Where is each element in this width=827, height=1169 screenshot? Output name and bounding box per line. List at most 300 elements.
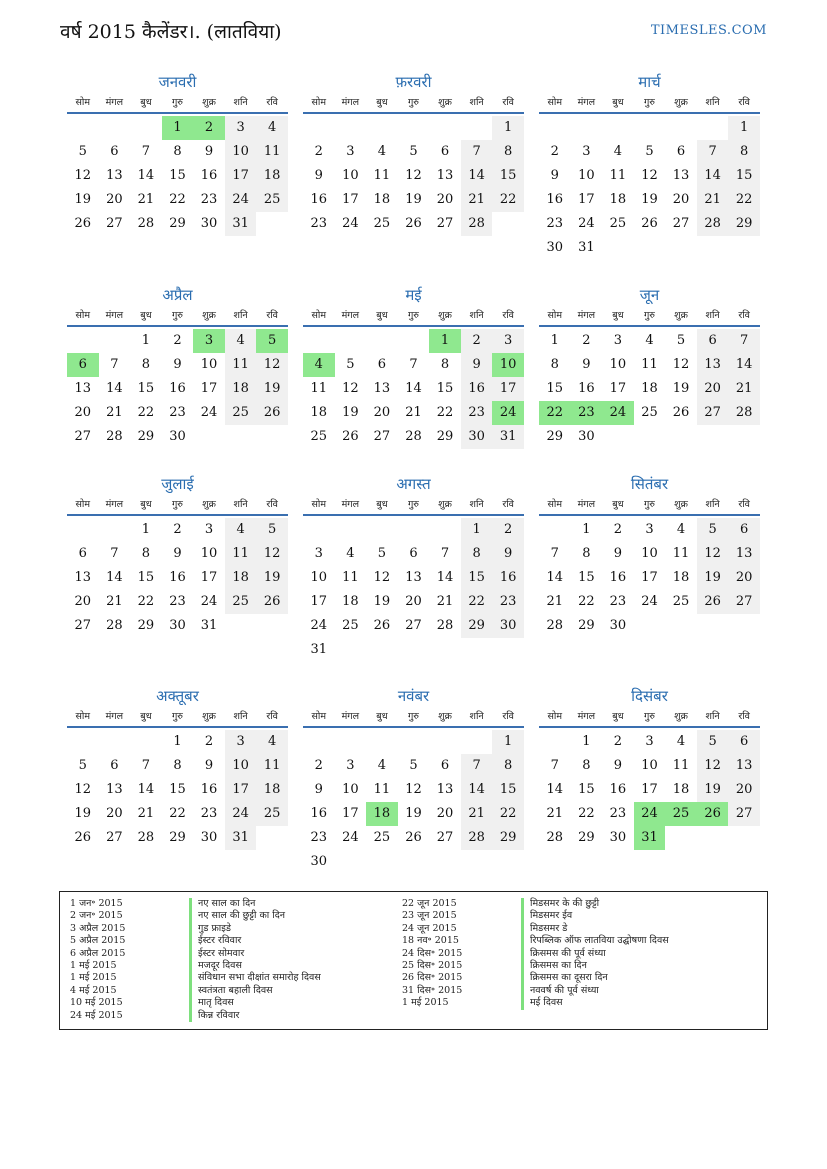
day-cell: 17 xyxy=(342,806,359,821)
legend-entry: 4 मई 2015 xyxy=(70,984,117,996)
day-cell: 17 xyxy=(200,381,218,396)
empty-cell xyxy=(130,116,162,140)
day-cell: 23 xyxy=(310,216,328,231)
day-cell: 23 xyxy=(609,594,627,609)
day-cell: 12 xyxy=(641,168,658,183)
day-cell: 28 xyxy=(546,618,564,633)
day-cell: 17 xyxy=(641,570,658,585)
empty-cell xyxy=(539,116,571,140)
legend-right-names xyxy=(521,898,669,1010)
day-cell: 29 xyxy=(578,618,595,633)
day-cell: 12 xyxy=(74,168,92,183)
day-cell: 8 xyxy=(728,140,760,164)
legend-entry: 3 अप्रैल 2015 xyxy=(70,922,126,934)
empty-cell xyxy=(539,730,571,754)
weekday-label: शुक्र xyxy=(674,499,688,510)
day-cell: 15 xyxy=(492,164,524,188)
day-cell: 13 xyxy=(672,168,690,183)
day-cell: 24 xyxy=(578,216,595,231)
weekday-label: शुक्र xyxy=(438,499,452,510)
weekday-label: मंगल xyxy=(105,97,124,108)
day-cell: 8 xyxy=(173,758,182,773)
day-cell: 18 xyxy=(641,381,658,396)
day-grid xyxy=(539,116,760,260)
day-cell: 23 xyxy=(200,806,218,821)
empty-cell xyxy=(366,329,398,353)
day-cell: 25 xyxy=(225,401,257,425)
weekday-label: बुध xyxy=(612,711,624,722)
day-cell: 12 xyxy=(256,353,288,377)
day-cell: 30 xyxy=(310,854,328,869)
empty-cell xyxy=(398,730,430,754)
day-cell: 11 xyxy=(609,168,627,183)
day-cell: 27 xyxy=(106,830,123,845)
weekday-label: सोम xyxy=(311,499,327,510)
legend-entry: ईस्टर सोमवार xyxy=(198,947,245,959)
day-cell: 31 xyxy=(578,240,595,255)
page-title: वर्ष 2015 कैलेंडर।. (लातविया) xyxy=(60,21,282,43)
month-title: जून xyxy=(639,286,660,304)
day-cell: 3 xyxy=(582,144,591,159)
day-cell: 20 xyxy=(373,405,391,420)
holiday-day-cell: 2 xyxy=(193,116,225,140)
day-cell: 18 xyxy=(342,594,359,609)
empty-cell xyxy=(99,116,131,140)
day-cell: 14 xyxy=(546,782,564,797)
day-cell: 28 xyxy=(546,830,564,845)
day-cell: 25 xyxy=(256,188,288,212)
day-cell: 24 xyxy=(342,216,359,231)
weekday-header xyxy=(539,494,760,516)
day-cell: 27 xyxy=(373,429,391,444)
day-cell: 1 xyxy=(728,116,760,140)
weekday-label: बुध xyxy=(140,97,152,108)
day-cell: 29 xyxy=(728,212,760,236)
weekday-label: रवि xyxy=(266,711,278,722)
weekday-label: गुरु xyxy=(171,499,183,510)
weekday-header xyxy=(303,494,524,516)
day-cell: 23 xyxy=(492,590,524,614)
day-cell: 11 xyxy=(672,546,690,561)
weekday-label: बुध xyxy=(140,310,152,321)
empty-cell xyxy=(398,329,430,353)
day-cell: 7 xyxy=(550,546,559,561)
empty-cell xyxy=(67,329,99,353)
day-cell: 28 xyxy=(461,212,493,236)
day-cell: 5 xyxy=(377,546,387,561)
day-cell: 9 xyxy=(492,542,524,566)
day-cell: 9 xyxy=(204,758,214,773)
day-cell: 25 xyxy=(373,216,391,231)
day-cell: 14 xyxy=(405,381,422,396)
day-cell: 1 xyxy=(582,734,591,749)
day-cell: 23 xyxy=(169,405,186,420)
day-grid xyxy=(67,329,288,449)
legend-entry: 31 दिस॰ 2015 xyxy=(402,984,463,996)
empty-cell xyxy=(335,518,367,542)
day-cell: 13 xyxy=(697,353,729,377)
weekday-header xyxy=(303,706,524,728)
day-cell: 25 xyxy=(641,405,658,420)
holiday-day-cell: 4 xyxy=(303,353,335,377)
empty-cell xyxy=(99,730,131,754)
day-cell: 10 xyxy=(200,546,218,561)
day-cell: 9 xyxy=(582,357,591,372)
legend-entry: 6 अप्रैल 2015 xyxy=(70,947,126,959)
weekday-header xyxy=(67,92,288,114)
day-cell: 1 xyxy=(141,522,151,537)
day-cell: 6 xyxy=(440,144,450,159)
day-grid xyxy=(67,730,288,850)
weekday-label: शुक्र xyxy=(674,310,688,321)
weekday-header xyxy=(539,305,760,327)
day-cell: 27 xyxy=(728,802,760,826)
day-cell: 2 xyxy=(173,333,182,348)
day-cell: 14 xyxy=(697,164,729,188)
day-cell: 15 xyxy=(137,381,155,396)
day-cell: 5 xyxy=(697,518,729,542)
weekday-label: मंगल xyxy=(341,97,360,108)
day-cell: 10 xyxy=(578,168,595,183)
day-cell: 21 xyxy=(106,405,123,420)
legend-entry: 25 दिस॰ 2015 xyxy=(402,960,463,972)
day-cell: 5 xyxy=(676,333,686,348)
day-cell: 30 xyxy=(200,216,218,231)
day-cell: 19 xyxy=(74,806,92,821)
weekday-header xyxy=(303,92,524,114)
empty-cell xyxy=(335,730,367,754)
day-cell: 30 xyxy=(578,429,595,444)
month-calendar xyxy=(67,474,288,638)
empty-cell xyxy=(366,730,398,754)
holiday-day-cell: 22 xyxy=(539,401,571,425)
weekday-label: शुक्र xyxy=(202,499,216,510)
day-cell: 27 xyxy=(436,830,454,845)
day-cell: 31 xyxy=(225,212,257,236)
day-cell: 13 xyxy=(106,782,123,797)
day-cell: 20 xyxy=(436,192,454,207)
empty-cell xyxy=(366,116,398,140)
day-cell: 5 xyxy=(645,144,654,159)
day-cell: 6 xyxy=(728,518,760,542)
legend-right-dates xyxy=(402,898,512,1010)
day-cell: 12 xyxy=(405,782,422,797)
day-cell: 13 xyxy=(728,754,760,778)
empty-cell xyxy=(697,116,729,140)
empty-cell xyxy=(67,518,99,542)
day-cell: 6 xyxy=(697,329,729,353)
day-cell: 20 xyxy=(728,778,760,802)
day-cell: 11 xyxy=(225,353,257,377)
day-cell: 10 xyxy=(342,782,359,797)
weekday-label: रवि xyxy=(502,310,514,321)
empty-cell xyxy=(99,518,131,542)
legend-entry: 24 मई 2015 xyxy=(70,1009,123,1021)
month-title: अप्रैल xyxy=(162,286,193,304)
day-cell: 13 xyxy=(728,542,760,566)
day-cell: 13 xyxy=(74,381,92,396)
day-cell: 13 xyxy=(436,168,454,183)
month-calendar xyxy=(539,72,760,260)
day-cell: 14 xyxy=(137,168,155,183)
day-cell: 24 xyxy=(225,802,257,826)
empty-cell xyxy=(665,116,697,140)
day-cell: 30 xyxy=(609,830,627,845)
day-cell: 12 xyxy=(373,570,391,585)
day-cell: 1 xyxy=(141,333,151,348)
day-cell: 8 xyxy=(582,758,591,773)
day-cell: 27 xyxy=(697,401,729,425)
day-cell: 22 xyxy=(137,405,155,420)
day-cell: 16 xyxy=(546,192,564,207)
weekday-label: सोम xyxy=(311,711,327,722)
legend-entry: 5 अप्रैल 2015 xyxy=(70,935,126,947)
day-cell: 17 xyxy=(200,570,218,585)
day-cell: 11 xyxy=(310,381,328,396)
day-cell: 19 xyxy=(697,778,729,802)
day-cell: 14 xyxy=(106,381,123,396)
day-cell: 29 xyxy=(137,618,155,633)
day-cell: 20 xyxy=(672,192,690,207)
day-cell: 9 xyxy=(173,357,182,372)
day-cell: 4 xyxy=(256,730,288,754)
day-cell: 14 xyxy=(728,353,760,377)
day-cell: 27 xyxy=(728,590,760,614)
day-cell: 8 xyxy=(461,542,493,566)
weekday-label: मंगल xyxy=(577,310,596,321)
day-cell: 4 xyxy=(346,546,355,561)
day-cell: 31 xyxy=(200,618,218,633)
weekday-label: गुरु xyxy=(643,310,655,321)
holiday-day-cell: 1 xyxy=(162,116,194,140)
day-cell: 26 xyxy=(74,216,92,231)
day-cell: 9 xyxy=(314,168,323,183)
day-cell: 3 xyxy=(204,522,214,537)
day-cell: 24 xyxy=(641,594,658,609)
day-grid xyxy=(539,329,760,449)
day-cell: 4 xyxy=(225,329,257,353)
weekday-label: शुक्र xyxy=(202,97,216,108)
day-cell: 12 xyxy=(74,782,92,797)
day-cell: 11 xyxy=(256,140,288,164)
day-cell: 7 xyxy=(697,140,729,164)
month-title: अगस्त xyxy=(396,475,431,493)
day-cell: 5 xyxy=(346,357,355,372)
day-cell: 13 xyxy=(373,381,391,396)
day-cell: 16 xyxy=(310,192,328,207)
weekday-label: रवि xyxy=(502,499,514,510)
weekday-label: रवि xyxy=(266,499,278,510)
day-cell: 29 xyxy=(436,429,454,444)
day-cell: 27 xyxy=(405,618,422,633)
day-cell: 15 xyxy=(492,778,524,802)
day-cell: 16 xyxy=(609,570,627,585)
legend-entry: 24 जून 2015 xyxy=(402,922,457,934)
day-cell: 19 xyxy=(342,405,359,420)
legend-left-dates xyxy=(70,898,180,1022)
day-cell: 2 xyxy=(492,518,524,542)
weekday-label: शनि xyxy=(705,499,720,510)
legend-entry: 18 नव॰ 2015 xyxy=(402,935,459,947)
day-cell: 18 xyxy=(672,782,690,797)
weekday-header xyxy=(67,494,288,516)
day-cell: 16 xyxy=(492,566,524,590)
day-cell: 8 xyxy=(141,357,151,372)
weekday-label: रवि xyxy=(738,499,750,510)
day-cell: 15 xyxy=(546,381,564,396)
day-cell: 10 xyxy=(200,357,218,372)
empty-cell xyxy=(539,518,571,542)
day-cell: 18 xyxy=(256,778,288,802)
day-grid xyxy=(303,730,524,874)
weekday-label: गुरु xyxy=(643,499,655,510)
empty-cell xyxy=(303,329,335,353)
day-cell: 22 xyxy=(137,594,155,609)
empty-cell xyxy=(366,518,398,542)
day-cell: 25 xyxy=(373,830,391,845)
day-cell: 9 xyxy=(461,353,493,377)
weekday-label: रवि xyxy=(738,310,750,321)
day-cell: 19 xyxy=(641,192,658,207)
legend-entry: मिडसमर के की छुट्टी xyxy=(530,898,600,909)
day-cell: 6 xyxy=(728,730,760,754)
day-cell: 25 xyxy=(342,618,359,633)
day-cell: 28 xyxy=(436,618,454,633)
day-cell: 15 xyxy=(728,164,760,188)
day-cell: 2 xyxy=(204,734,214,749)
day-cell: 15 xyxy=(436,381,454,396)
day-cell: 5 xyxy=(78,758,87,773)
day-cell: 8 xyxy=(582,546,591,561)
day-cell: 3 xyxy=(613,333,623,348)
day-cell: 6 xyxy=(110,144,119,159)
weekday-label: सोम xyxy=(75,97,91,108)
empty-cell xyxy=(634,116,666,140)
day-cell: 21 xyxy=(697,188,729,212)
empty-cell xyxy=(335,116,367,140)
month-calendar xyxy=(539,474,760,638)
day-cell: 19 xyxy=(405,806,422,821)
day-cell: 5 xyxy=(78,144,87,159)
day-cell: 28 xyxy=(137,830,155,845)
weekday-label: शनि xyxy=(469,499,484,510)
day-cell: 2 xyxy=(613,734,623,749)
day-cell: 7 xyxy=(110,546,119,561)
day-cell: 29 xyxy=(169,830,186,845)
day-cell: 12 xyxy=(697,542,729,566)
day-cell: 28 xyxy=(106,429,123,444)
holiday-legend xyxy=(59,891,768,1030)
month-calendar xyxy=(67,285,288,449)
weekday-header xyxy=(67,305,288,327)
day-cell: 22 xyxy=(492,802,524,826)
day-cell: 27 xyxy=(106,216,123,231)
day-cell: 8 xyxy=(173,144,182,159)
day-cell: 30 xyxy=(461,425,493,449)
legend-entry: 24 दिस॰ 2015 xyxy=(402,947,463,959)
weekday-label: गुरु xyxy=(407,499,419,510)
day-cell: 22 xyxy=(492,188,524,212)
day-cell: 19 xyxy=(697,566,729,590)
day-cell: 18 xyxy=(310,405,328,420)
day-grid xyxy=(303,518,524,662)
weekday-label: रवि xyxy=(266,310,278,321)
weekday-label: सोम xyxy=(311,310,327,321)
day-cell: 11 xyxy=(373,782,391,797)
day-cell: 11 xyxy=(672,758,690,773)
day-cell: 28 xyxy=(405,429,422,444)
month-calendar xyxy=(303,474,524,662)
day-cell: 30 xyxy=(169,429,186,444)
empty-cell xyxy=(398,116,430,140)
weekday-label: शनि xyxy=(469,711,484,722)
day-cell: 1 xyxy=(582,522,591,537)
day-cell: 28 xyxy=(106,618,123,633)
day-cell: 12 xyxy=(672,357,690,372)
legend-entry: गुड फ्राइडे xyxy=(198,922,231,934)
day-cell: 20 xyxy=(436,806,454,821)
day-cell: 8 xyxy=(550,357,559,372)
month-title: जनवरी xyxy=(158,73,197,91)
day-cell: 5 xyxy=(409,758,418,773)
day-cell: 10 xyxy=(225,140,257,164)
day-cell: 2 xyxy=(314,144,323,159)
day-grid xyxy=(67,116,288,236)
weekday-label: गुरु xyxy=(407,310,419,321)
weekday-header xyxy=(539,706,760,728)
day-cell: 10 xyxy=(609,357,627,372)
day-cell: 9 xyxy=(550,168,559,183)
day-cell: 2 xyxy=(550,144,559,159)
weekday-label: बुध xyxy=(140,711,152,722)
day-cell: 4 xyxy=(256,116,288,140)
day-cell: 15 xyxy=(578,570,595,585)
weekday-label: शनि xyxy=(233,97,248,108)
weekday-label: शुक्र xyxy=(438,310,452,321)
site-brand-link[interactable]: TIMESLES.COM xyxy=(650,23,767,38)
weekday-label: मंगल xyxy=(105,711,124,722)
month-title: मई xyxy=(405,286,422,304)
weekday-label: रवि xyxy=(266,97,278,108)
legend-entry: क्रिसमस की पूर्व संध्या xyxy=(530,947,606,959)
day-cell: 16 xyxy=(578,381,595,396)
day-cell: 29 xyxy=(169,216,186,231)
day-cell: 16 xyxy=(200,168,218,183)
weekday-label: मंगल xyxy=(577,711,596,722)
day-cell: 2 xyxy=(461,329,493,353)
day-cell: 12 xyxy=(405,168,422,183)
empty-cell xyxy=(99,329,131,353)
weekday-label: मंगल xyxy=(105,310,124,321)
day-cell: 3 xyxy=(492,329,524,353)
day-cell: 15 xyxy=(578,782,595,797)
legend-entry: स्वतंत्रता बहाली दिवस xyxy=(198,984,273,996)
day-cell: 26 xyxy=(697,590,729,614)
weekday-label: मंगल xyxy=(341,310,360,321)
day-cell: 16 xyxy=(169,570,186,585)
day-cell: 20 xyxy=(106,192,123,207)
day-cell: 3 xyxy=(314,546,323,561)
day-cell: 5 xyxy=(697,730,729,754)
day-cell: 14 xyxy=(461,778,493,802)
weekday-label: शनि xyxy=(233,711,248,722)
weekday-label: बुध xyxy=(612,97,624,108)
weekday-label: सोम xyxy=(547,310,563,321)
legend-entry: 26 दिस॰ 2015 xyxy=(402,972,463,984)
day-cell: 14 xyxy=(546,570,564,585)
day-cell: 2 xyxy=(613,522,623,537)
day-cell: 29 xyxy=(578,830,595,845)
